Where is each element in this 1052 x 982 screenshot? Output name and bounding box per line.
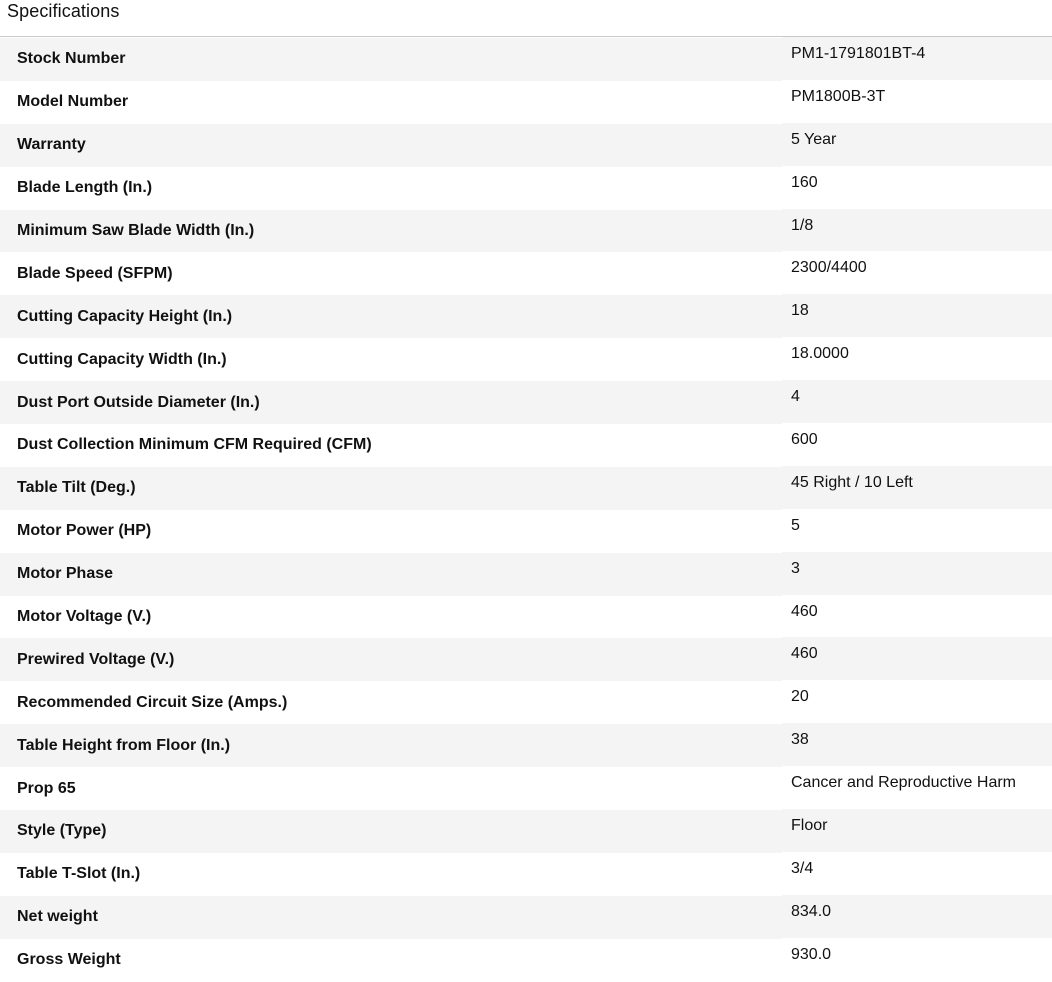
specifications-header: [0, 0, 1052, 37]
spec-label: Blade Speed (SFPM): [17, 264, 173, 282]
spec-label: Blade Length (In.): [17, 179, 153, 197]
spec-row: [0, 938, 1052, 981]
spec-row: [0, 251, 1052, 294]
spec-row: [0, 294, 1052, 337]
spec-value: 160: [791, 173, 818, 191]
spec-label: Motor Phase: [17, 565, 114, 583]
spec-value: Floor: [791, 817, 828, 835]
spec-row: [0, 809, 1052, 852]
spec-label: Warranty: [17, 136, 86, 154]
spec-value: 5 Year: [791, 130, 837, 148]
spec-value: 1/8: [791, 216, 814, 234]
spec-label: Prewired Voltage (V.): [17, 650, 175, 668]
spec-row: [0, 466, 1052, 509]
spec-value: 930.0: [791, 945, 832, 963]
spec-label: Motor Power (HP): [17, 522, 152, 540]
spec-row: [0, 423, 1052, 466]
spec-label: Cutting Capacity Width (In.): [17, 350, 227, 368]
spec-row: [0, 80, 1052, 123]
spec-label: Gross Weight: [17, 951, 121, 969]
spec-label: Style (Type): [17, 822, 107, 840]
spec-label: Net weight: [17, 908, 98, 926]
spec-label: Recommended Circuit Size (Amps.): [17, 693, 288, 711]
spec-row: [0, 895, 1052, 938]
spec-row: [0, 166, 1052, 209]
spec-row: [0, 637, 1052, 680]
spec-label: Dust Collection Minimum CFM Required (CFM): [17, 436, 372, 454]
spec-row: [0, 380, 1052, 423]
specifications-table-body: [0, 37, 1052, 981]
spec-value: 4: [791, 388, 800, 406]
spec-row: [0, 37, 1052, 80]
spec-value: 18.0000: [791, 345, 849, 363]
spec-value: PM1800B-3T: [791, 87, 886, 105]
specifications-table: [0, 37, 1052, 981]
spec-value: 5: [791, 516, 800, 534]
spec-value: 834.0: [791, 902, 832, 920]
spec-value: 38: [791, 731, 809, 749]
spec-label: Prop 65: [17, 779, 76, 797]
spec-value: 3/4: [791, 859, 814, 877]
spec-value: 3: [791, 559, 800, 577]
spec-value: 45 Right / 10 Left: [791, 473, 913, 491]
spec-label: Model Number: [17, 93, 129, 111]
spec-row: [0, 723, 1052, 766]
spec-label: Cutting Capacity Height (In.): [17, 307, 233, 325]
spec-value: 460: [791, 645, 818, 663]
section-title: Specifications: [7, 0, 120, 21]
spec-value: 20: [791, 688, 809, 706]
spec-value: PM1-1791801BT-4: [791, 45, 926, 62]
spec-label: Table Height from Floor (In.): [17, 736, 231, 754]
spec-row: [0, 852, 1052, 895]
spec-row: [0, 766, 1052, 809]
spec-row: [0, 680, 1052, 723]
spec-label: Motor Voltage (V.): [17, 608, 152, 626]
spec-row: [0, 209, 1052, 252]
spec-value: 460: [791, 602, 818, 620]
spec-value: 2300/4400: [791, 259, 867, 277]
spec-row: [0, 595, 1052, 638]
spec-label: Dust Port Outside Diameter (In.): [17, 393, 260, 411]
spec-row: [0, 123, 1052, 166]
spec-label: Minimum Saw Blade Width (In.): [17, 222, 255, 239]
spec-row: [0, 552, 1052, 595]
spec-row: [0, 509, 1052, 552]
spec-value: 600: [791, 431, 818, 449]
spec-label: Table Tilt (Deg.): [17, 479, 136, 497]
spec-label: Stock Number: [17, 50, 126, 68]
spec-row: [0, 337, 1052, 380]
spec-label: Table T-Slot (In.): [17, 865, 141, 883]
spec-value: 18: [791, 302, 809, 320]
spec-value: Cancer and Reproductive Harm: [791, 774, 1016, 792]
